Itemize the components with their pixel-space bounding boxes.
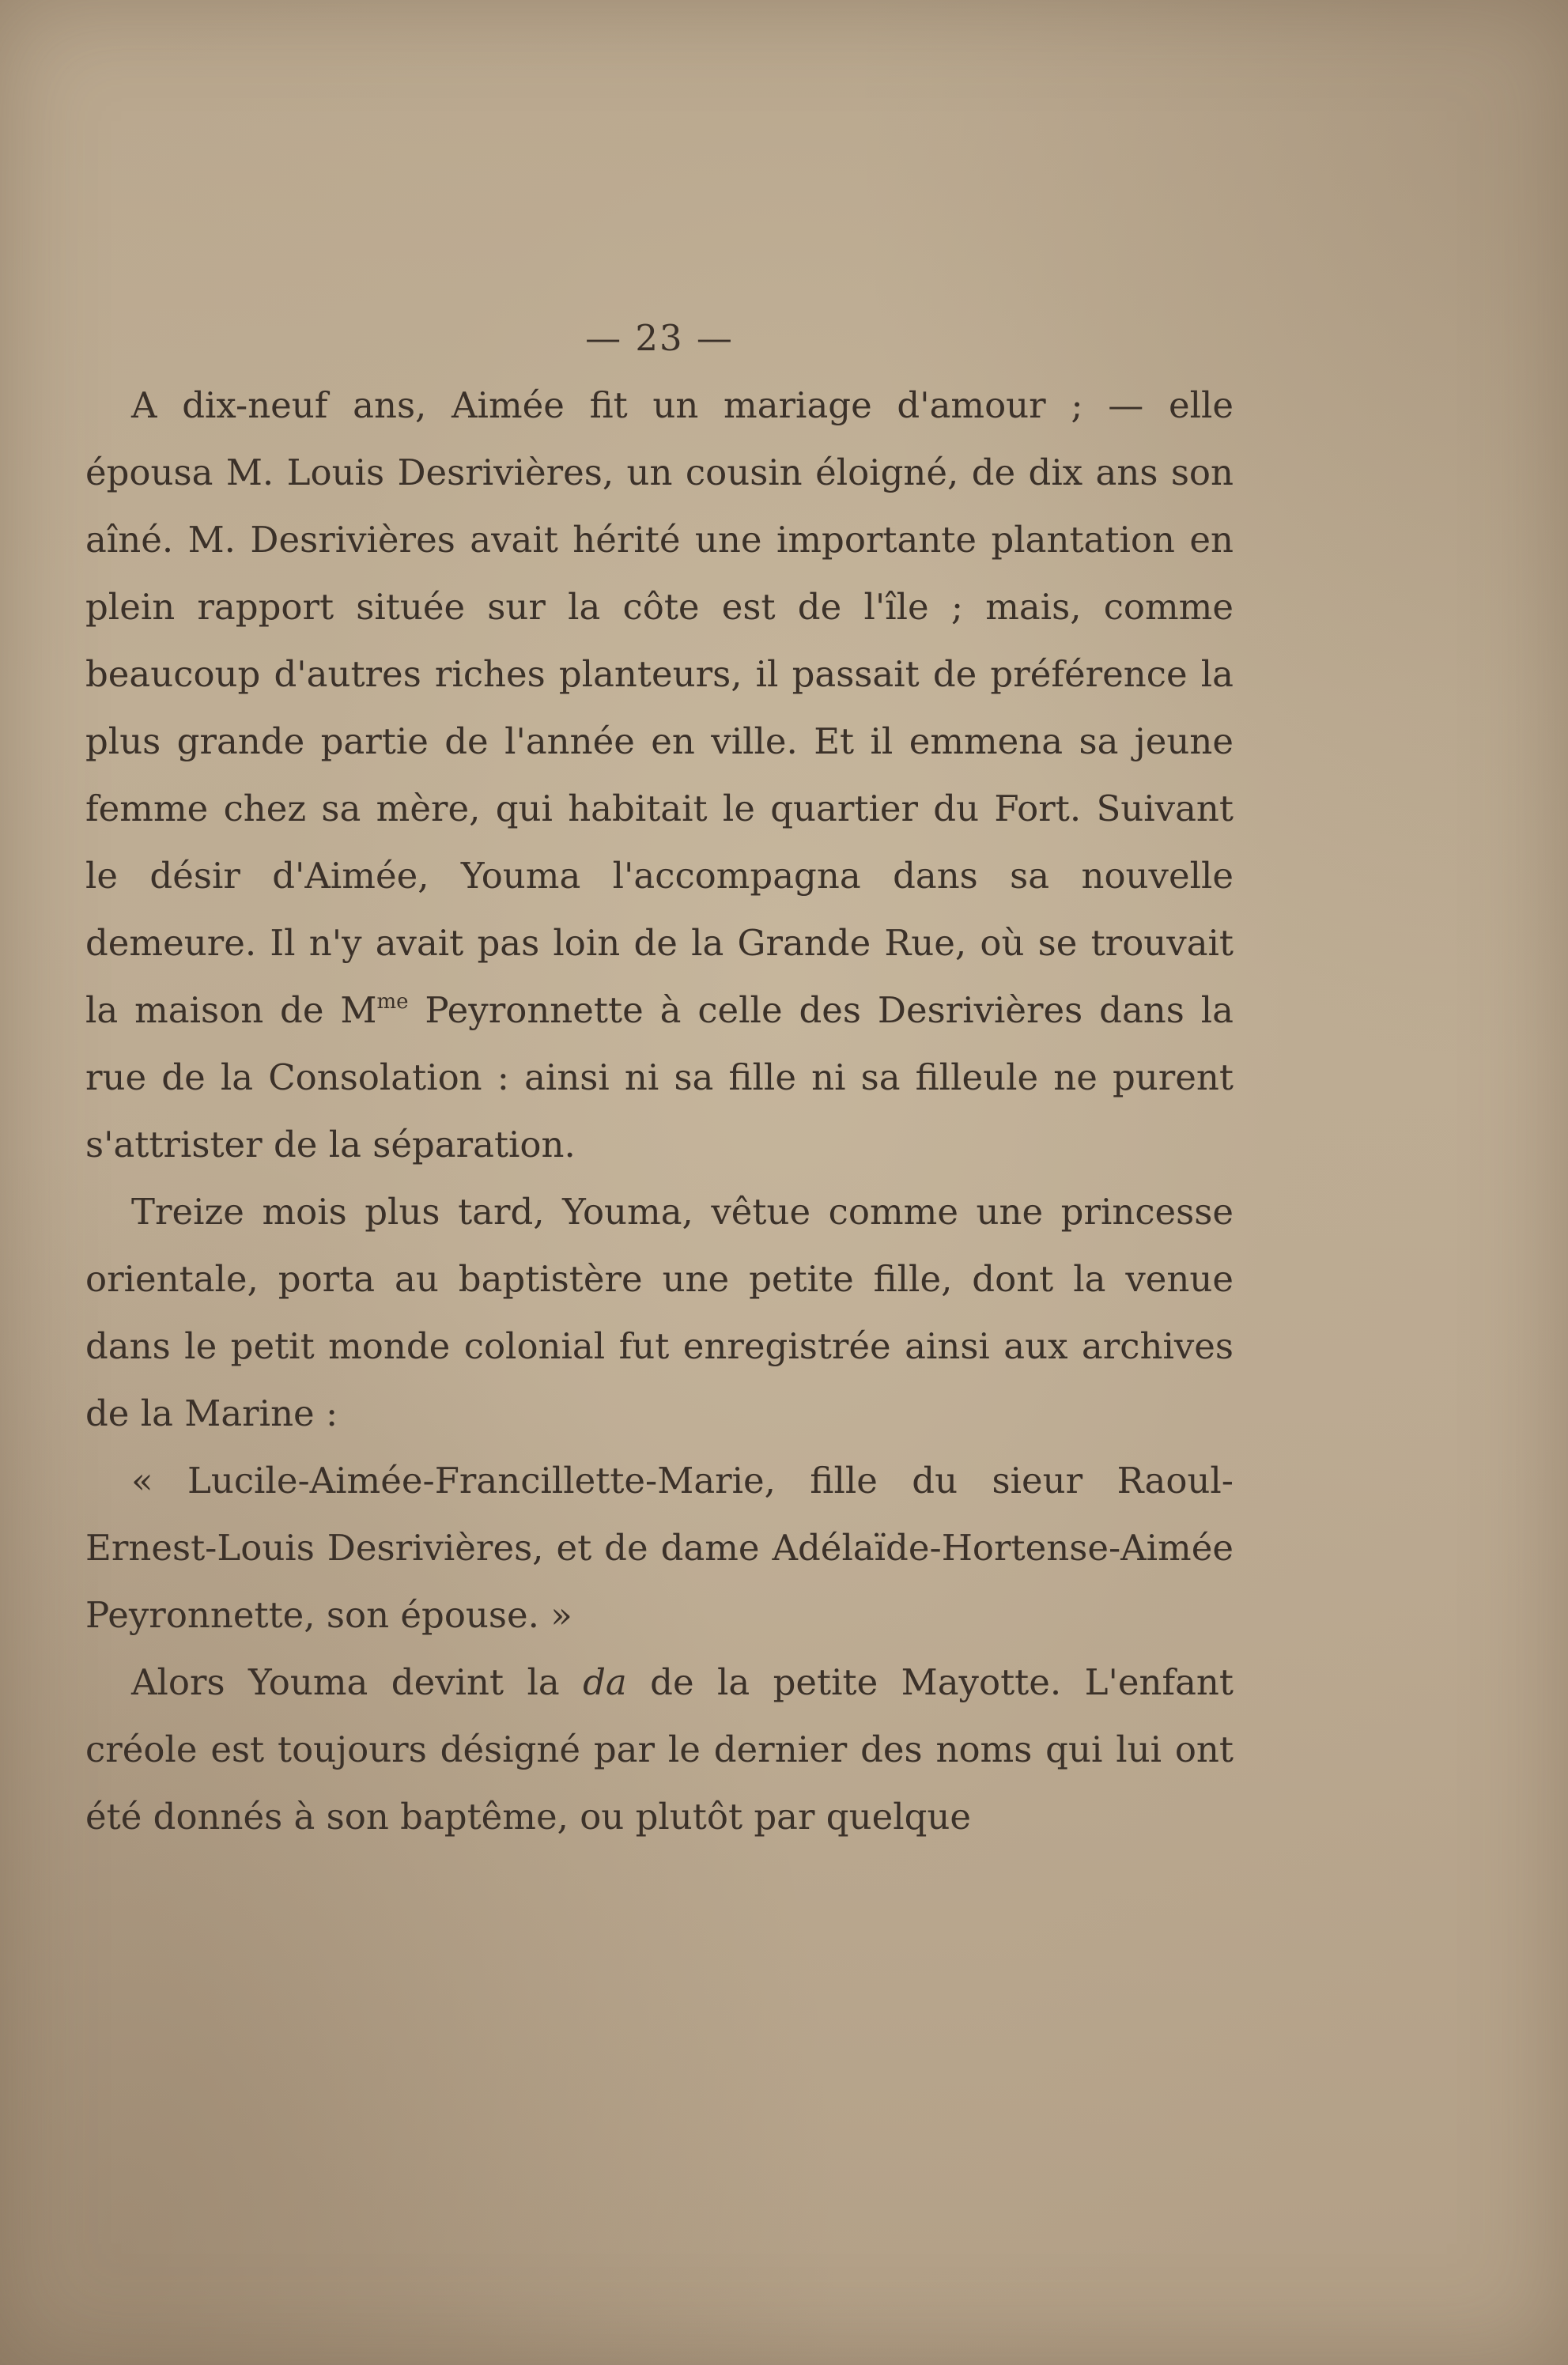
paragraph-marriage [85,372,1234,1178]
paragraph-mayotte [85,1649,1234,1850]
paragraph-text: Peyronnette à celle des Desrivières dans la rue de la Consolation : ainsi ni sa fille ni sa filleule ne purent s'attrister de la séparation. [85,989,1234,1165]
abbreviation-superscript: me [376,990,409,1014]
page-number: — 23 — [585,317,734,359]
paragraph-record-quote: « Lucile-Aimée-Francillette-Marie, fille du sieur Raoul-Ernest-Louis Desrivières, et de dame Adélaïde-Hortense-Aimée Peyronnette, son épouse. » [85,1460,1234,1636]
paragraph-text: de la petite Mayotte. L'enfant créole est toujours désigné par le dernier des noms qui lui ont été donnés à son baptême, ou plutôt par quelque [85,1661,1234,1838]
text-block [85,304,1234,1850]
paragraph-text: Alors Youma devint la [131,1661,584,1703]
paragraph-text: A dix-neuf ans, Aimée fit un mariage d'amour ; — elle épousa M. Louis Desrivières, un cousin éloigné, de dix ans son aîné. M. Desrivières avait hérité une importante plantation en plein rapport située sur la côte est de l'île ; mais, comme beaucoup d'autres riches planteurs, il passait de préférence la plus grande partie de l'année en ville. Et il emmena sa jeune femme chez sa mère, qui habitait le quartier du Fort. Suivant le désir d'Aimée, Youma l'accompagna dans sa nouvelle demeure. Il n'y avait pas loin de la Grande Rue, où se trouvait la maison de M [85,384,1234,1031]
italic-word: da [583,1661,627,1703]
paragraph-baptism: Treize mois plus tard, Youma, vêtue comme une princesse orientale, porta au baptistère une petite fille, dont la venue dans le petit monde colonial fut enregistrée ainsi aux archives de la Marine : [85,1191,1234,1434]
